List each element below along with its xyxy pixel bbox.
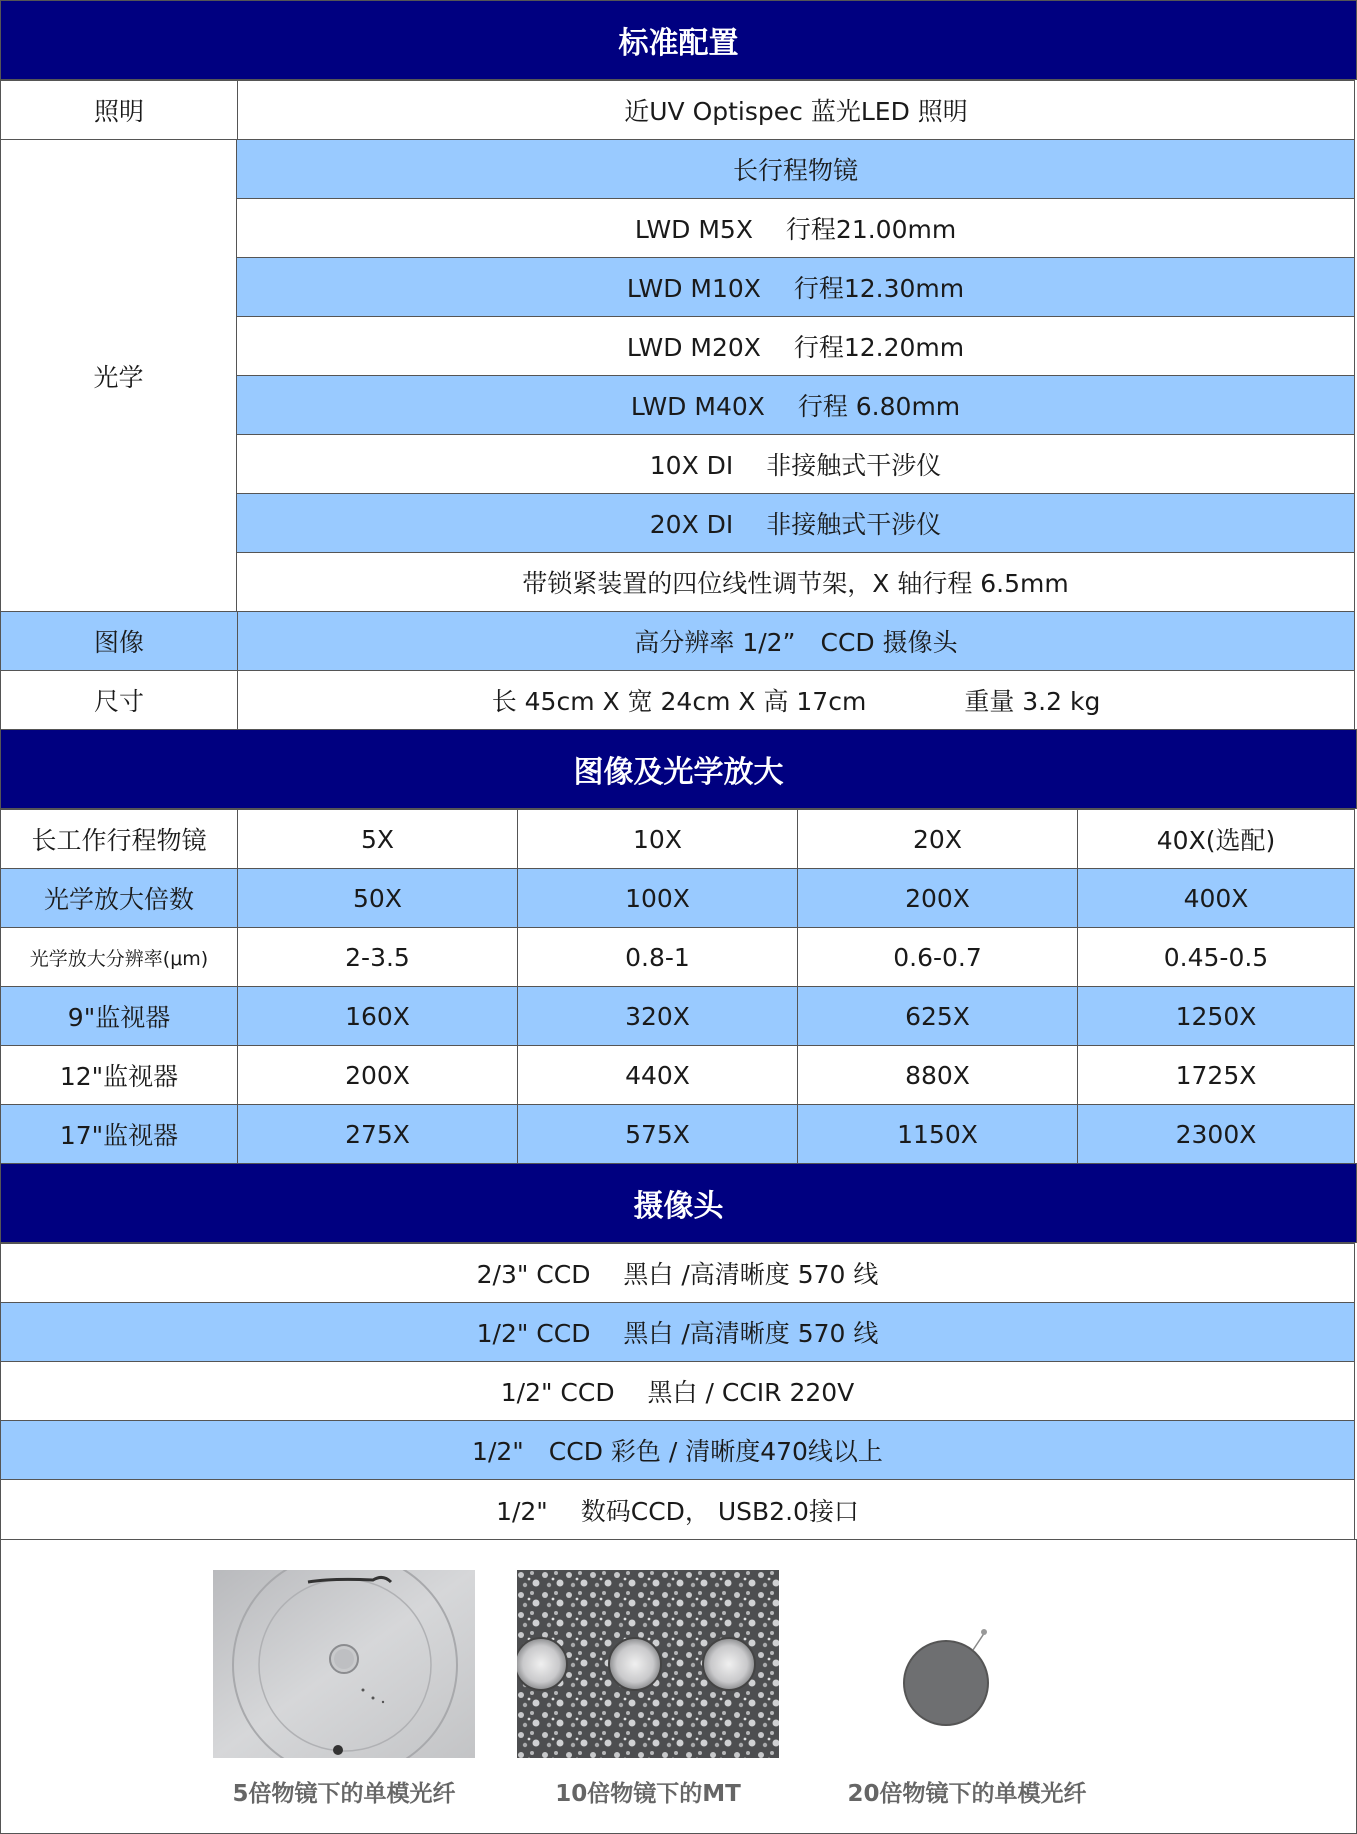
size-weight: 重量 3.2 kg xyxy=(964,687,1101,716)
mag-label: 12"监视器 xyxy=(59,1062,179,1091)
fiber-5x-image xyxy=(213,1570,475,1758)
mag-value: 320X xyxy=(517,987,797,1045)
optics-value: 10X DI 非接触式干涉仪 xyxy=(649,451,942,480)
mag-row xyxy=(0,868,1355,927)
size-dimensions: 长 45cm X 宽 24cm X 高 17cm xyxy=(491,687,867,716)
section-header-standard xyxy=(0,0,1357,80)
optics-value: 20X DI 非接触式干涉仪 xyxy=(649,510,942,539)
mag-value: 1725X xyxy=(1077,1046,1354,1104)
row-lighting xyxy=(0,80,1355,139)
optics-row xyxy=(236,257,1355,316)
optics-value: LWD M10X 行程12.30mm xyxy=(626,274,965,303)
mag-value: 1250X xyxy=(1077,987,1354,1045)
optics-row xyxy=(236,552,1355,611)
section-header-camera xyxy=(0,1163,1357,1243)
mag-value: 40X(选配) xyxy=(1077,810,1354,868)
camera-value: 1/2" CCD 彩色 / 清晰度470线以上 xyxy=(472,1437,883,1466)
optics-value: LWD M40X 行程 6.80mm xyxy=(630,392,961,421)
mag-value: 440X xyxy=(517,1046,797,1104)
optics-value: LWD M20X 行程12.20mm xyxy=(626,333,965,362)
mag-label: 长工作行程物镜 xyxy=(31,826,207,855)
mag-value: 625X xyxy=(797,987,1077,1045)
mag-value: 1150X xyxy=(797,1105,1077,1163)
mag-value: 10X xyxy=(517,810,797,868)
optics-row xyxy=(236,434,1355,493)
mag-row xyxy=(0,809,1355,868)
mt-10x-image xyxy=(517,1570,779,1758)
row-image xyxy=(0,611,1355,670)
mag-value: 0.8-1 xyxy=(517,928,797,986)
mag-label: 9"监视器 xyxy=(67,1003,171,1032)
photo-caption: 20倍物镜下的单模光纤 xyxy=(847,1781,1087,1807)
camera-row xyxy=(0,1302,1355,1361)
camera-value: 1/2" 数码CCD， USB2.0接口 xyxy=(496,1496,859,1526)
mag-label: 17"监视器 xyxy=(59,1121,179,1150)
sample-images xyxy=(0,1539,1357,1834)
row-value xyxy=(237,671,1354,729)
optics-row xyxy=(236,316,1355,375)
photo-caption: 5倍物镜下的单模光纤 xyxy=(232,1781,456,1807)
camera-row xyxy=(0,1361,1355,1420)
mag-value: 575X xyxy=(517,1105,797,1163)
optics-value: 长行程物镜 xyxy=(732,156,858,185)
mag-label: 光学放大分辨率(μm) xyxy=(29,947,209,970)
row-value: 近UV Optispec 蓝光LED 照明 xyxy=(237,81,1354,139)
camera-row xyxy=(0,1243,1355,1302)
section-title: 图像及光学放大 xyxy=(573,755,784,790)
optics-row xyxy=(236,198,1355,257)
section-header-magnification xyxy=(0,729,1357,809)
mag-value: 200X xyxy=(797,869,1077,927)
mag-row xyxy=(0,986,1355,1045)
mag-value: 400X xyxy=(1077,869,1354,927)
photo-caption: 10倍物镜下的MT xyxy=(555,1781,741,1807)
optics-label: 光学 xyxy=(0,139,237,611)
row-label: 照明 xyxy=(93,97,144,126)
camera-row xyxy=(0,1420,1355,1479)
fiber-20x-image xyxy=(851,1570,1011,1758)
row-value: 高分辨率 1/2” CCD 摄像头 xyxy=(237,612,1354,670)
mag-value: 200X xyxy=(237,1046,517,1104)
mag-row xyxy=(0,927,1355,986)
camera-row xyxy=(0,1479,1355,1539)
row-label: 图像 xyxy=(93,628,144,657)
row-size xyxy=(0,670,1355,729)
camera-value: 1/2" CCD 黑白 /高清晰度 570 线 xyxy=(476,1319,879,1348)
optics-value: LWD M5X 行程21.00mm xyxy=(634,215,957,244)
optics-row xyxy=(236,139,1355,198)
row-label: 尺寸 xyxy=(93,687,144,716)
optics-row xyxy=(236,375,1355,434)
optics-row xyxy=(236,493,1355,552)
mag-value: 20X xyxy=(797,810,1077,868)
mag-value: 0.6-0.7 xyxy=(797,928,1077,986)
mag-value: 2-3.5 xyxy=(237,928,517,986)
mag-value: 50X xyxy=(237,869,517,927)
section-title: 标准配置 xyxy=(618,26,739,61)
section-title: 摄像头 xyxy=(633,1189,724,1224)
mag-value: 880X xyxy=(797,1046,1077,1104)
mag-row xyxy=(0,1045,1355,1104)
mag-label: 光学放大倍数 xyxy=(43,885,194,914)
camera-value: 2/3" CCD 黑白 /高清晰度 570 线 xyxy=(476,1260,879,1289)
mag-row xyxy=(0,1104,1355,1163)
mag-value: 5X xyxy=(237,810,517,868)
mag-value: 160X xyxy=(237,987,517,1045)
mag-value: 2300X xyxy=(1077,1105,1354,1163)
camera-value: 1/2" CCD 黑白 / CCIR 220V xyxy=(500,1378,855,1407)
mag-value: 275X xyxy=(237,1105,517,1163)
optics-value: 带锁紧装置的四位线性调节架，X 轴行程 6.5mm xyxy=(522,569,1069,598)
mag-value: 100X xyxy=(517,869,797,927)
mag-value: 0.45-0.5 xyxy=(1077,928,1354,986)
